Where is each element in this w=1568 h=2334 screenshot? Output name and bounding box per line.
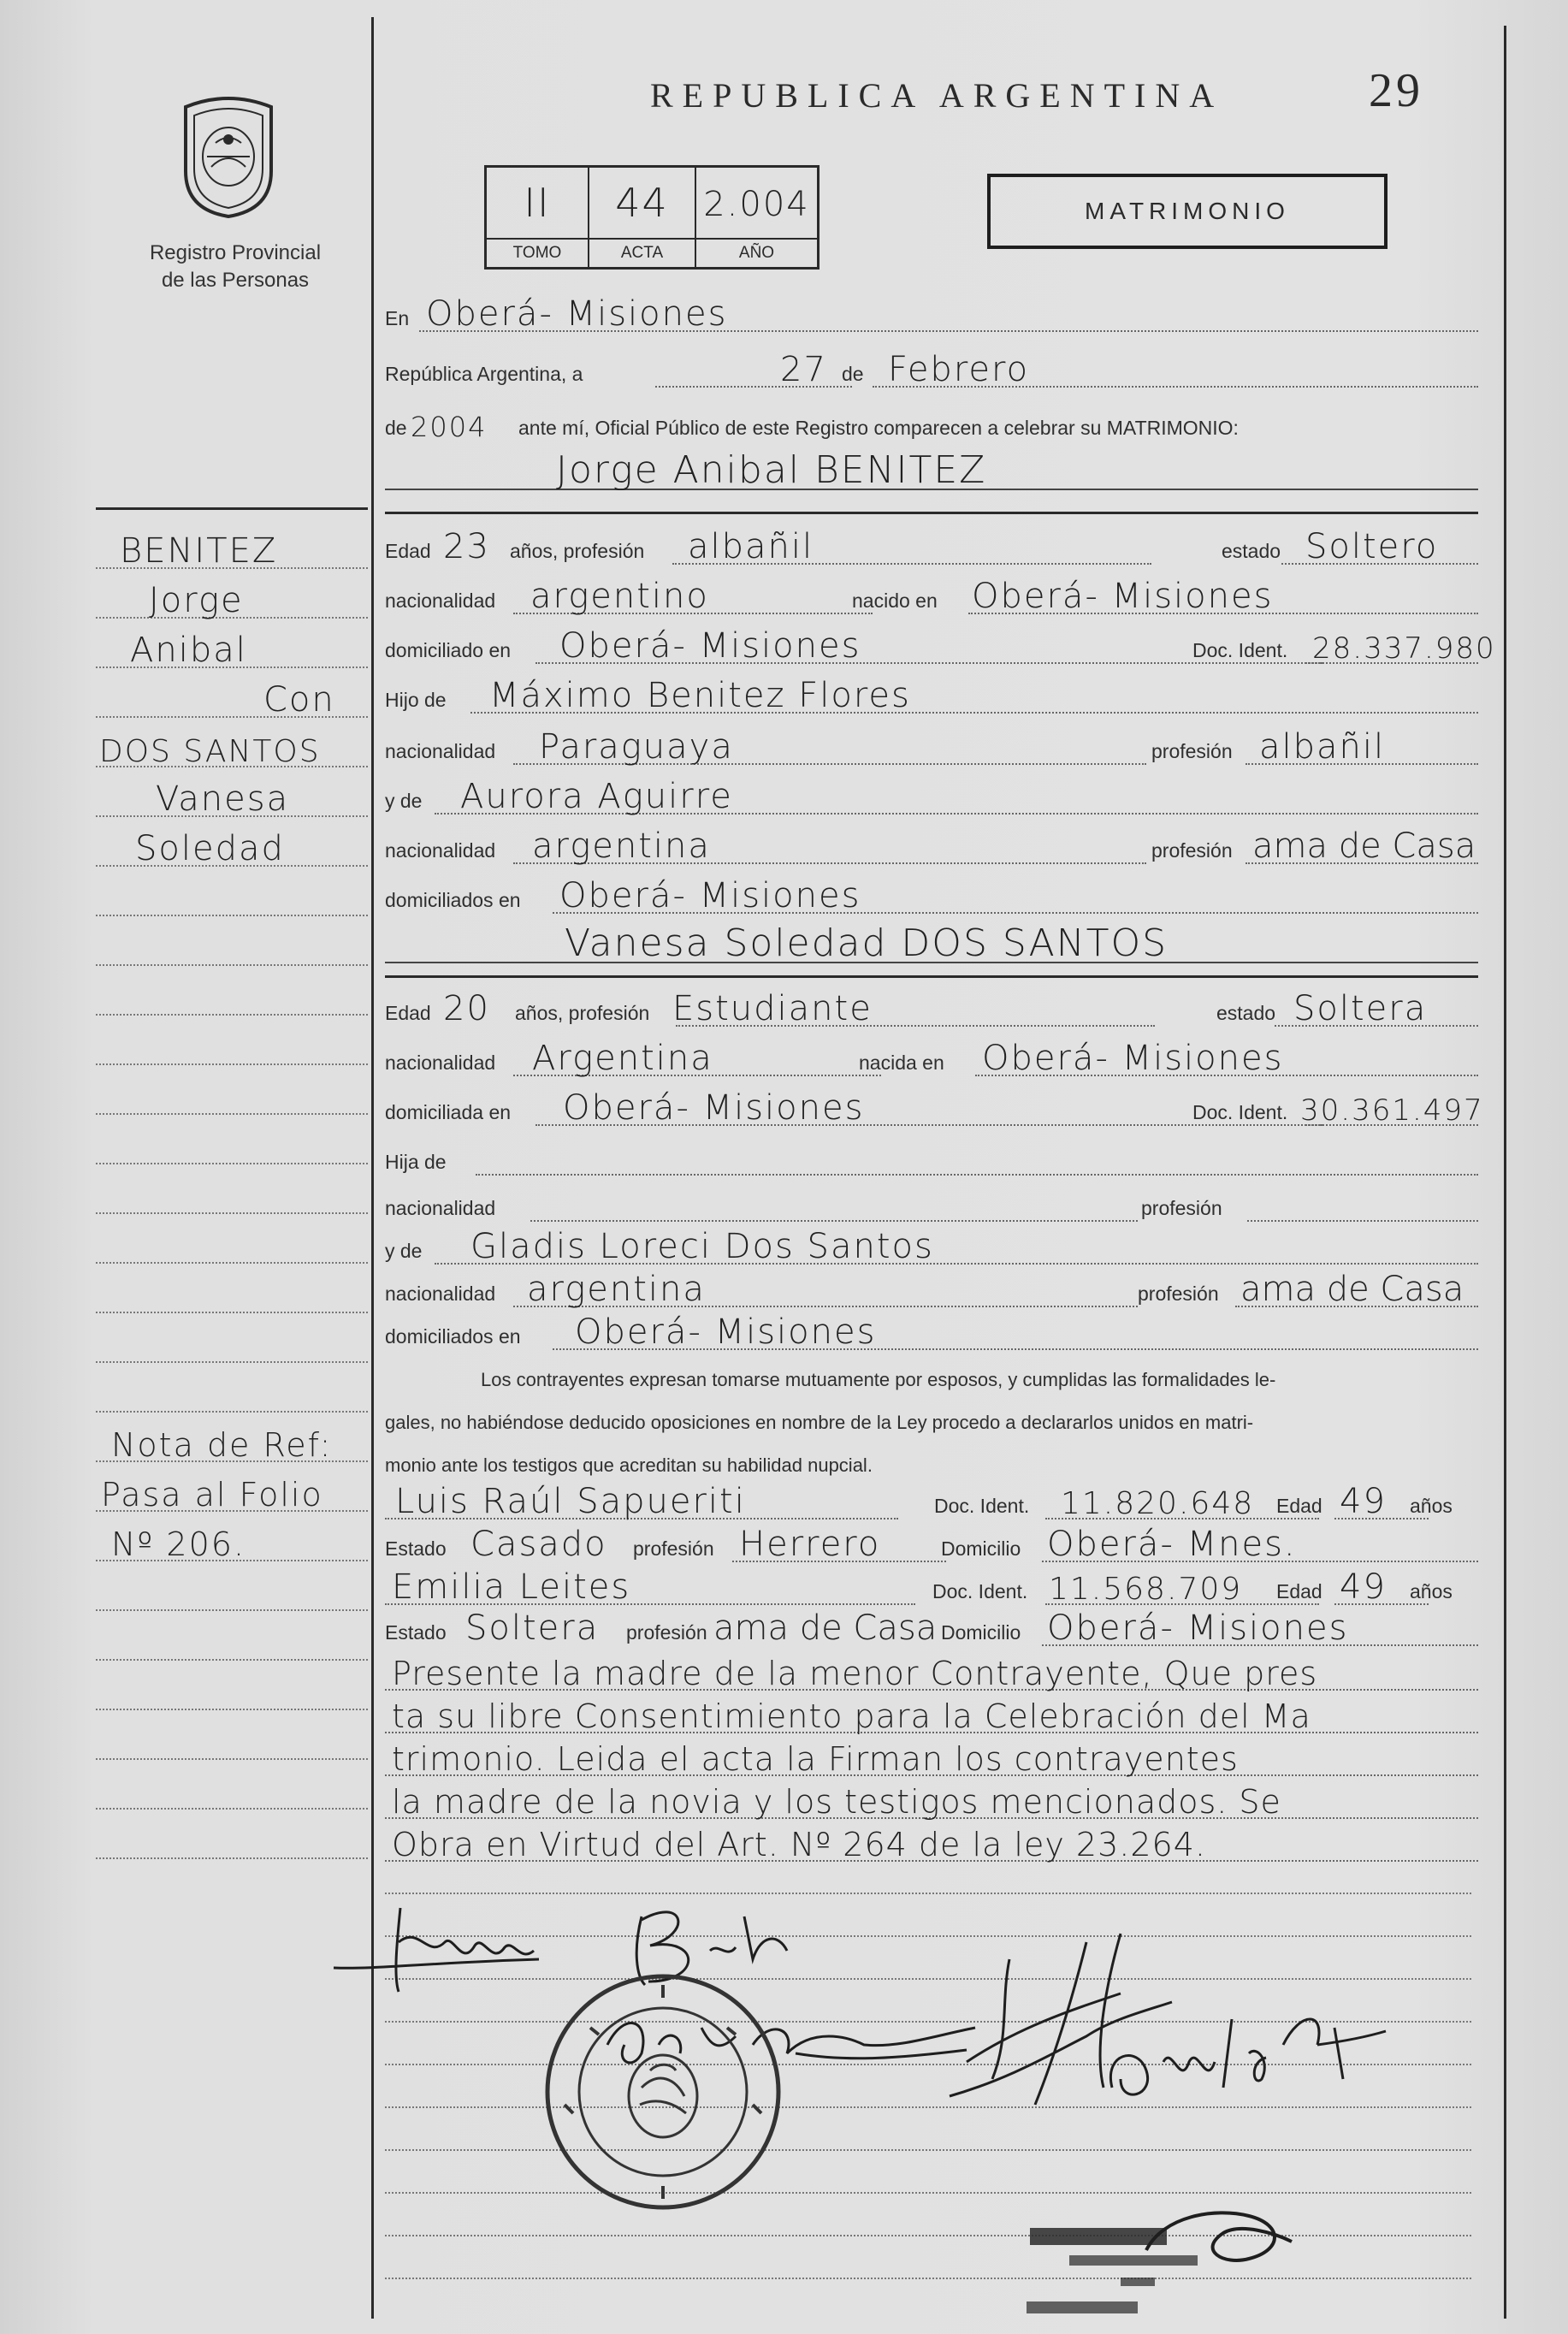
bride-estado: Soltera xyxy=(1293,989,1428,1028)
groom-father-prof-label: profesión xyxy=(1151,740,1233,762)
place-value: Oberá- Misiones xyxy=(426,294,728,334)
acta-cell xyxy=(589,168,696,267)
intro-text: ante mí, Oficial Público de este Registro comparecen a celebrar su MATRIMONIO: xyxy=(518,417,1239,439)
groom-parents-dom-row xyxy=(385,873,1478,921)
groom-signature xyxy=(325,1891,547,2002)
groom-parents-domicile: Oberá- Misiones xyxy=(559,876,861,915)
observation-line xyxy=(385,1821,1478,1869)
month-value: Febrero xyxy=(888,350,1030,389)
blank-rule xyxy=(385,1893,1471,1894)
margin-line xyxy=(96,1419,368,1469)
witness1-profession: Herrero xyxy=(739,1525,881,1564)
witness1-age: 49 xyxy=(1340,1482,1387,1521)
margin-top-rule xyxy=(96,507,368,510)
witness2-doc: 11.568.709 xyxy=(1049,1572,1243,1607)
groom-parents-dom-label: domiciliados en xyxy=(385,889,521,911)
bride-parents-domicile: Oberá- Misiones xyxy=(575,1312,877,1352)
intro-row xyxy=(385,400,1478,448)
bride-edad-label: Edad xyxy=(385,1002,431,1024)
groom-dom-label: domiciliado en xyxy=(385,639,512,661)
de-label: de xyxy=(842,363,864,385)
bride-nationality-row xyxy=(385,1035,1478,1083)
witness2-estado-label: Estado xyxy=(385,1621,447,1644)
witness2-prof-label: profesión xyxy=(626,1621,707,1644)
bride-name-row xyxy=(385,922,1478,970)
margin-line xyxy=(96,1022,368,1072)
country-title: REPUBLICA ARGENTINA xyxy=(650,76,1224,115)
bride-dom-label: domiciliada en xyxy=(385,1101,512,1123)
observation-text-2: ta su libre Consentimiento para la Celebración del Ma xyxy=(392,1697,1311,1735)
bride-father-row xyxy=(385,1134,1478,1182)
groom-estado-label: estado xyxy=(1222,540,1281,562)
bride-doc: 30.361.497 xyxy=(1300,1093,1484,1128)
margin-note-3: Nº 206. xyxy=(111,1525,246,1563)
witness2-signature xyxy=(1086,1993,1394,2113)
observation-line xyxy=(385,1778,1478,1826)
groom-domicile-row xyxy=(385,623,1496,671)
blank-rule xyxy=(385,2278,1471,2279)
witness1-detail-row xyxy=(385,1521,1478,1569)
bride-anos-label: años, profesión xyxy=(515,1002,650,1024)
groom-estado: Soltero xyxy=(1305,527,1439,566)
witness1-estado: Casado xyxy=(470,1525,607,1564)
groom-yde-label: y de xyxy=(385,790,423,812)
margin-line xyxy=(96,526,368,576)
groom-hijo-label: Hijo de xyxy=(385,689,447,711)
bride-nac-label: nacionalidad xyxy=(385,1051,496,1074)
groom-mother-nac-label: nacionalidad xyxy=(385,839,496,862)
margin-surname-bride: DOS SANTOS xyxy=(99,734,321,769)
groom-father-row xyxy=(385,672,1478,720)
margin-line xyxy=(96,1717,368,1767)
registry-line-1: Registro Provincial xyxy=(149,241,322,264)
page-number: 29 xyxy=(1369,64,1423,117)
witness2-profession: ama de Casa xyxy=(713,1608,938,1648)
place-row xyxy=(385,291,1478,339)
groom-mother-profession: ama de Casa xyxy=(1252,826,1476,866)
groom-father-nac-label: nacionalidad xyxy=(385,740,496,762)
witness2-estado: Soltera xyxy=(465,1608,600,1648)
record-box xyxy=(484,165,820,270)
groom-mother: Aurora Aguirre xyxy=(460,777,733,816)
observation-text-1: Presente la madre de la menor Contrayente, Que pres xyxy=(392,1655,1318,1692)
witness2-anos-label: años xyxy=(1410,1580,1453,1602)
margin-line xyxy=(96,1767,368,1816)
groom-father-nationality: Paraguaya xyxy=(539,727,734,767)
right-border xyxy=(1504,26,1506,2319)
witness1-dom-label: Domicilio xyxy=(941,1537,1021,1560)
margin-line xyxy=(96,1221,368,1271)
margin-line xyxy=(96,1816,368,1866)
observation-line xyxy=(385,1650,1478,1697)
en-label: En xyxy=(385,307,410,329)
bride-parents-dom-row xyxy=(385,1309,1478,1357)
acta-value: 44 xyxy=(615,180,669,226)
margin-line xyxy=(96,1072,368,1122)
witness1-estado-label: Estado xyxy=(385,1537,447,1560)
margin-name-6: Soledad xyxy=(135,829,285,868)
margin-line xyxy=(96,1370,368,1419)
witness2-doc-label: Doc. Ident. xyxy=(932,1580,1028,1602)
margin-line xyxy=(96,625,368,675)
observation-text-4: la madre de la novia y los testigos mencionados. Se xyxy=(392,1783,1281,1821)
act-type-box: MATRIMONIO xyxy=(987,174,1388,249)
observation-line xyxy=(385,1735,1478,1783)
groom-name-row xyxy=(385,449,1478,497)
groom-edad-label: Edad xyxy=(385,540,431,562)
witness1-domicile: Oberá- Mnes. xyxy=(1047,1525,1297,1564)
witness2-edad-label: Edad xyxy=(1276,1580,1322,1602)
declaration-line-3: monio ante los testigos que acreditan su habilidad nupcial. xyxy=(385,1454,873,1476)
groom-age: 23 xyxy=(443,527,490,566)
margin-line xyxy=(96,774,368,824)
official-stamp-icon xyxy=(1018,2199,1300,2327)
republica-label: República Argentina, a xyxy=(385,363,583,385)
groom-profession: albañil xyxy=(688,527,814,566)
witness2-dom-label: Domicilio xyxy=(941,1621,1021,1644)
margin-line xyxy=(96,923,368,973)
bride-nacida-label: nacida en xyxy=(859,1051,944,1074)
witness1-row xyxy=(385,1478,1478,1526)
registry-line-2: de las Personas xyxy=(161,269,310,292)
margin-con: Con xyxy=(263,680,335,720)
date-row xyxy=(385,347,1478,394)
margin-line xyxy=(96,1668,368,1717)
margin-line xyxy=(96,1519,368,1568)
groom-nationality: argentino xyxy=(530,577,709,616)
groom-mother-prof-label: profesión xyxy=(1151,839,1233,862)
margin-line xyxy=(96,1469,368,1519)
bride-mother-nat-row xyxy=(385,1266,1478,1314)
bride-father-nat-row xyxy=(385,1181,1478,1229)
groom-age-row xyxy=(385,524,1478,572)
witness1-prof-label: profesión xyxy=(633,1537,714,1560)
declaration-text xyxy=(385,1359,1454,1487)
registry-name xyxy=(111,240,359,294)
official-seal-icon xyxy=(539,1968,787,2216)
groom-mother-nat-row xyxy=(385,823,1478,871)
witness1-edad-label: Edad xyxy=(1276,1495,1322,1517)
bride-father-prof-label: profesión xyxy=(1141,1197,1222,1219)
margin-name-5: Vanesa xyxy=(156,779,290,819)
anio-label: AÑO xyxy=(696,238,817,267)
margin-line xyxy=(96,973,368,1022)
witness1-name: Luis Raúl Sapueriti xyxy=(395,1482,746,1521)
margin-note-1: Nota de Ref: xyxy=(111,1426,333,1464)
bride-estado-label: estado xyxy=(1216,1002,1276,1024)
de-year-label: de xyxy=(385,417,407,439)
groom-nationality-row xyxy=(385,573,1478,621)
declaration-line-1: Los contrayentes expresan tomarse mutuamente por esposos, y cumplidas las formalidades le- xyxy=(481,1369,1276,1390)
anio-cell xyxy=(696,168,817,267)
witness2-age: 49 xyxy=(1340,1567,1387,1607)
margin-line xyxy=(96,1122,368,1171)
observation-line xyxy=(385,1692,1478,1740)
groom-father-profession: albañil xyxy=(1259,727,1386,767)
bride-mother-nationality: argentina xyxy=(527,1270,706,1309)
margin-line xyxy=(96,874,368,923)
witness1-doc: 11.820.648 xyxy=(1061,1486,1255,1521)
tomo-label: TOMO xyxy=(487,238,588,267)
bride-mother-row xyxy=(385,1223,1478,1271)
bride-domicile-row xyxy=(385,1085,1484,1133)
witness1-anos-label: años xyxy=(1410,1495,1453,1517)
groom-doc-label: Doc. Ident. xyxy=(1192,639,1288,661)
margin-line xyxy=(96,576,368,625)
declaration-line-2: gales, no habiéndose deducido oposiciones en nombre de la Ley procedo a declararlos unidos en matri- xyxy=(385,1412,1254,1433)
bride-name: Vanesa Soledad DOS SANTOS xyxy=(565,921,1169,965)
bride-profession: Estudiante xyxy=(672,989,873,1028)
bride-age-row xyxy=(385,986,1478,1034)
margin-line xyxy=(96,675,368,725)
bride-mother-nac-label: nacionalidad xyxy=(385,1283,496,1305)
bride-nationality: Argentina xyxy=(532,1039,713,1078)
groom-name: Jorge Anibal BENITEZ xyxy=(556,448,987,492)
observation-text-3: trimonio. Leida el acta la Firman los contrayentes xyxy=(392,1740,1239,1778)
year-value: 2004 xyxy=(411,411,488,443)
groom-father-nat-row xyxy=(385,724,1478,772)
tomo-cell xyxy=(487,168,589,267)
margin-line xyxy=(96,1271,368,1320)
groom-mother-row xyxy=(385,773,1478,821)
groom-nacido-label: nacido en xyxy=(852,589,938,612)
groom-father: Máximo Benitez Flores xyxy=(489,676,911,715)
groom-doc: 28.337.980 xyxy=(1312,631,1496,666)
blank-rule xyxy=(385,2235,1471,2236)
groom-separator xyxy=(385,512,1478,514)
acta-label: ACTA xyxy=(589,238,695,267)
groom-domicile: Oberá- Misiones xyxy=(559,626,861,666)
margin-surname-groom: BENITEZ xyxy=(120,531,278,571)
margin-name-1: Jorge xyxy=(149,581,244,620)
margin-line xyxy=(96,824,368,874)
day-value: 27 xyxy=(780,350,827,389)
bride-doc-label: Doc. Ident. xyxy=(1192,1101,1288,1123)
margin-line xyxy=(96,1171,368,1221)
groom-nac-label: nacionalidad xyxy=(385,589,496,612)
groom-anos-label: años, profesión xyxy=(510,540,645,562)
margin-line xyxy=(96,1568,368,1618)
bride-age: 20 xyxy=(443,989,490,1028)
provincial-emblem-icon xyxy=(164,90,293,218)
bride-yde-label: y de xyxy=(385,1240,423,1262)
bride-birthplace: Oberá- Misiones xyxy=(982,1039,1284,1078)
groom-mother-nationality: argentina xyxy=(532,826,711,866)
groom-birthplace: Oberá- Misiones xyxy=(972,577,1274,616)
bride-father-nac-label: nacionalidad xyxy=(385,1197,496,1219)
margin-note-2: Pasa al Folio xyxy=(101,1476,323,1514)
witness2-name: Emilia Leites xyxy=(392,1567,631,1607)
margin-line xyxy=(96,725,368,774)
margin-line xyxy=(96,1618,368,1668)
bride-mother: Gladis Loreci Dos Santos xyxy=(470,1227,934,1266)
observation-text-5: Obra en Virtud del Art. Nº 264 de la ley 23.264. xyxy=(392,1826,1206,1863)
bride-separator xyxy=(385,975,1478,978)
bride-domicile: Oberá- Misiones xyxy=(563,1088,865,1128)
bride-parents-dom-label: domiciliados en xyxy=(385,1325,521,1348)
tomo-value: II xyxy=(524,180,551,226)
witness2-domicile: Oberá- Misiones xyxy=(1047,1608,1349,1648)
bride-hija-label: Hija de xyxy=(385,1151,447,1173)
witness2-detail-row xyxy=(385,1605,1478,1653)
bride-mother-prof-label: profesión xyxy=(1138,1283,1219,1305)
bride-mother-profession: ama de Casa xyxy=(1240,1270,1464,1309)
margin-line xyxy=(96,1320,368,1370)
anio-value: 2.004 xyxy=(703,185,810,224)
witness1-doc-label: Doc. Ident. xyxy=(934,1495,1030,1517)
margin-name-2: Anibal xyxy=(130,631,247,670)
